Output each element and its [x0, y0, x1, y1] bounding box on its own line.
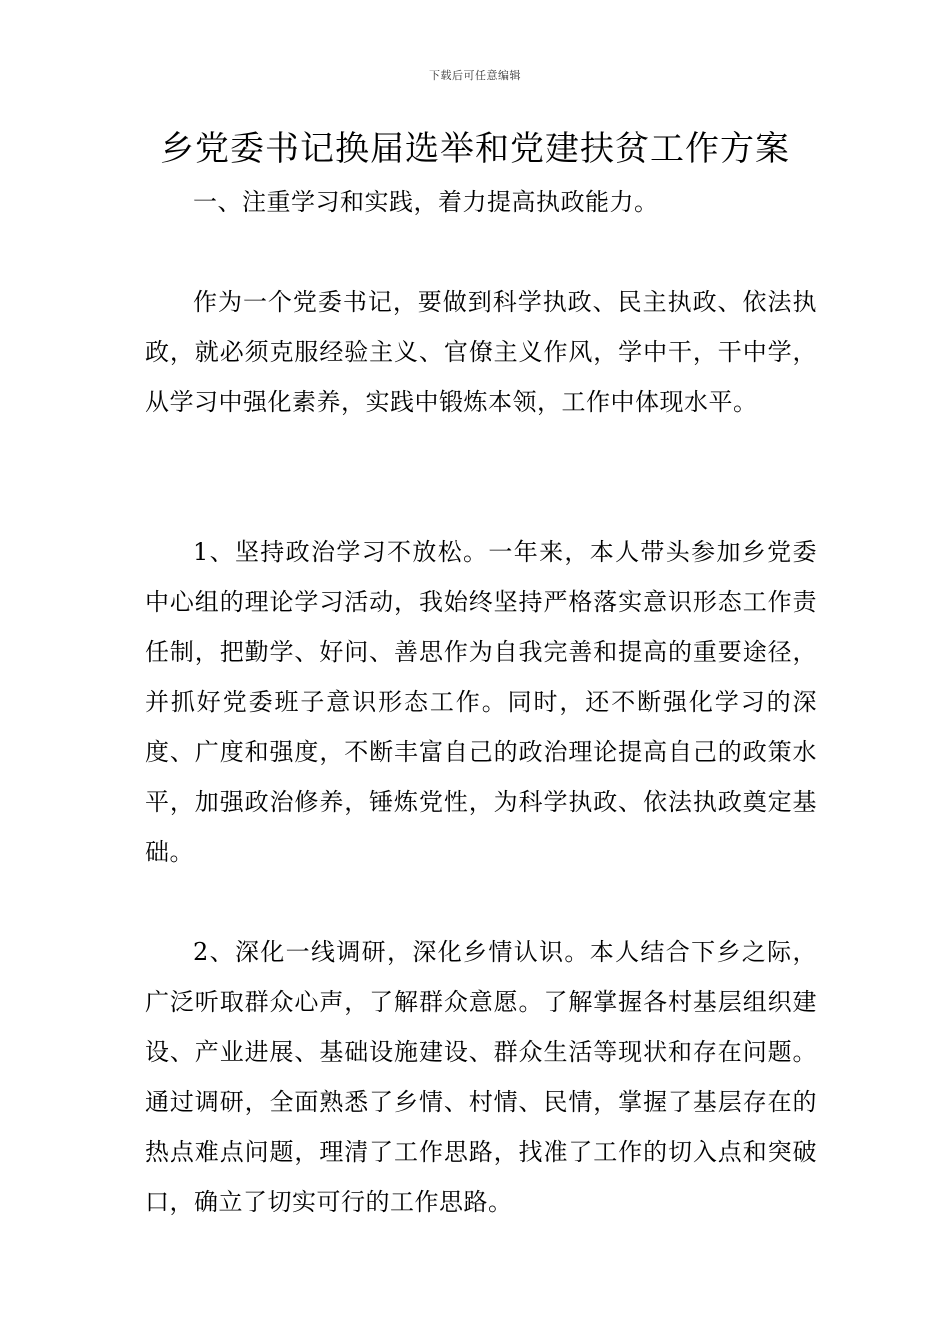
document-title: 乡党委书记换届选举和党建扶贫工作方案	[160, 129, 790, 169]
paragraph: 1、坚持政治学习不放松。一年来，本人带头参加乡党委中心组的理论学习活动，我始终坚持严格落实意识形态工作责任制，把勤学、好问、善思作为自我完善和提高的重要途径，并抓好党委班子意识形态工作。同时，还不断强化学习的深度、广度和强度，不断丰富自己的政治理论提高自己的政策水平，加强政治修养，锤炼党性，为科学执政、依法执政奠定基础。	[145, 538, 817, 866]
paragraph: 2、深化一线调研，深化乡情认识。本人结合下乡之际，广泛听取群众心声，了解群众意愿。了解掌握各村基层组织建设、产业进展、基础设施建设、群众生活等现状和存在问题。通过调研，全面熟悉了乡情、村情、民情，掌握了基层存在的热点难点问题，理清了工作思路，找准了工作的切入点和突破口，确立了切实可行的工作思路。	[145, 938, 817, 1216]
paragraph: 作为一个党委书记，要做到科学执政、民主执政、依法执政，就必须克服经验主义、官僚主义作风，学中干，干中学，从学习中强化素养，实践中锻炼本领，工作中体现水平。	[145, 288, 817, 416]
section-heading: 一、注重学习和实践，着力提高执政能力。	[193, 188, 659, 216]
header-note: 下载后可任意编辑	[429, 69, 521, 82]
